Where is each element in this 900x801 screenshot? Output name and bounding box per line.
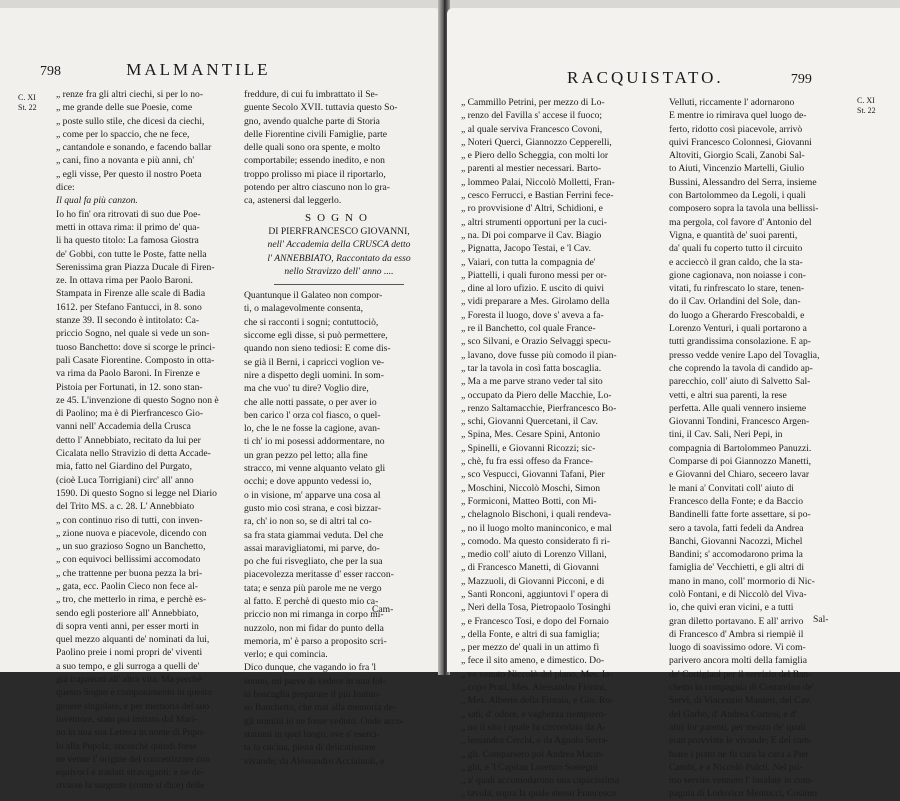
text-line: „ Cammillo Petrini, per mezzo di Lo- — [461, 97, 605, 108]
text-line: biare i piatti ne fu cura la cura a Pier — [669, 748, 809, 760]
text-line: E mentre io rimirava quel luogo de- — [669, 110, 807, 122]
text-line: „ ro provvisione d' Altri, Schidioni, e — [461, 203, 603, 215]
text-line: „ lommeo Palai, Niccolò Molletti, Fran- — [461, 176, 615, 188]
text-line: gran diletto portavano. E all' arrivo — [669, 615, 804, 627]
text-line: Bussini, Alessandro del Serra, insieme — [669, 176, 817, 188]
left-page-right-column — [244, 88, 434, 768]
text-line: Bandinelli fatte forte assettare, si po- — [669, 509, 811, 521]
text-line: gli uomini io ne fosse veduto. Onde acco- — [244, 715, 405, 727]
text-line: Il qual fa più canzon. — [56, 195, 138, 207]
text-line: ca, astenersi dal leggerlo. — [244, 195, 342, 207]
sogno-text — [244, 289, 434, 768]
text-line: gno, avendo qualche parte di Storia — [244, 115, 380, 127]
text-line: „ Mes. Alberto della Fioraia, e Gio. Ro- — [461, 695, 614, 707]
text-line: „ tro, che metterlo in rima, e perchè es- — [56, 594, 207, 606]
text-line: „ sati, d' odore, e vaghezza riempiero- — [461, 708, 607, 720]
text-line: „ renzo Saltamacchie, Pierfrancesco Bo- — [461, 402, 617, 414]
text-line: assai maravigliatomi, mi parve, do- — [244, 542, 380, 554]
sogno-byline: DI PIERFRANCESCO GIOVANNI, — [268, 225, 410, 237]
text-line: eran provviste le vivande; E del cam- — [669, 735, 813, 747]
text-line: „ sco Silvani, e Orazio Selvaggi specu- — [461, 336, 611, 348]
right-page-header — [567, 68, 812, 88]
text-line: do il Cav. Orlandini del Sole, dan- — [669, 296, 801, 308]
text-line: „ re il Banchetto, col quale France- — [461, 323, 596, 335]
text-line: „ cantandole e sonando, e facendo ballar — [56, 142, 212, 154]
text-line: del Garbo, d' Andrea Cortesi, e d' — [669, 708, 797, 720]
text-line: nuzzolo, non mi fidar do punto della — [244, 622, 384, 634]
text-line: memoria, m' è parso a proposito scri- — [244, 635, 387, 647]
text-line: pagnia di Lodovico Mentucci, Cosimo — [669, 788, 817, 800]
text-line: questo Sogno e componimento in questo — [56, 687, 212, 699]
text-line: „ zione nuova e piacevole, dicendo con — [56, 527, 207, 539]
text-line: „ chelagnolo Bischoni, i quali rendeva- — [461, 509, 612, 521]
text-line: occhi; e dove appunto vedessi io, — [244, 476, 372, 488]
text-line: „ lessandro Cerchi, e da Agnolo Serra- — [461, 735, 609, 747]
text-line: del Trito MS. a c. 28. L' Annebbiato — [56, 501, 195, 513]
text-line: ta boscaglia preparare il più fontuo- — [244, 689, 382, 701]
text-line: „ comodo. Ma questo considerato fi ri- — [461, 535, 610, 547]
text-line: sendo egli posteriore all' Annebbiato, — [56, 607, 199, 619]
right-page-left-column — [461, 96, 661, 801]
left-page — [0, 8, 441, 792]
text-line: ne venne l' origine del concettizzare con — [56, 753, 211, 765]
text-line: ta la cucina, piena di delicatissime — [244, 742, 376, 754]
left-page-header — [40, 60, 271, 80]
text-line: ferto, ridotto così piacevole, arrivò — [669, 123, 803, 135]
margin-note — [857, 96, 876, 116]
text-line: sero a tavola, fatti fedeli da Andrea — [669, 522, 804, 534]
text-line: ze 45. L'invenzione di questo Sogno non è — [56, 394, 219, 406]
text-line: 1590. Di questo Sogno si legge nel Diario — [56, 487, 217, 499]
text-line: Banchi, Giovanni Nacozzi, Michel — [669, 535, 803, 547]
text-line: e accieccò il gran caldo, che la sta- — [669, 256, 803, 268]
text-line: „ per mezzo de' quali in un attimo fi — [461, 642, 600, 654]
text-line: statomi in quel luogo, ove s' eserci- — [244, 728, 380, 740]
text-line: delle Fiorentine civili Famiglie, parte — [244, 128, 388, 140]
text-line: „ ve venuto Niccolò del piano, Mes. Ia- — [461, 668, 613, 680]
text-line: perfetta. Alle quali vennero insieme — [669, 402, 807, 414]
text-line: „ no il luogo molto maninconico, e mal — [461, 522, 612, 534]
text-line: „ dine al loro ufizio. E uscito di quivi — [461, 283, 605, 295]
text-line: „ Piattelli, i quali furono messi per or- — [461, 269, 607, 281]
text-line: al fatto. E perchè di questo mio ca- — [244, 595, 379, 607]
text-line: ti, o malagevolmente consenta, — [244, 303, 364, 315]
text-line: „ Ma a me parve strano veder tal sito — [461, 376, 603, 388]
text-line: „ tar la tavola in così fatta boscaglia. — [461, 362, 602, 374]
text-line: metti in ottava rima: il primo de' qua- — [56, 221, 200, 233]
text-line: detto l' Annebbiato, recitato da lui per — [56, 434, 201, 446]
catchword: Cam- — [372, 604, 394, 615]
text-line: già trapassati all' altra vita. Ma perchè — [56, 674, 202, 686]
running-head: RACQUISTATO. — [567, 68, 724, 87]
text-line: 1612. per Stefano Fantucci, in 8. sono — [56, 301, 202, 313]
text-line: „ e Piero dello Scheggia, con molti lor — [461, 150, 609, 162]
text-line: „ che trattenne per buona pezza la bri- — [56, 567, 203, 579]
text-line: Dico dunque, che vagando io fra 'l — [244, 662, 376, 674]
running-head: MALMANTILE — [126, 60, 271, 79]
text-line: „ di Francesco Manetti, di Giovanni — [461, 562, 600, 574]
text-line: con Bartolommeo da Legoli, i quali — [669, 190, 806, 202]
text-line: Cambi, e a Niccolò Pulcti. Nel pri- — [669, 761, 803, 773]
text-line: „ Noteri Querci, Giannozzo Cepperelli, — [461, 136, 612, 148]
text-line: „ Neri della Tosa, Pietropaolo Tosinghi — [461, 602, 611, 614]
text-line: lo, che le ne fosse la cagione, avan- — [244, 423, 381, 435]
text-line: li ha questo titolo: La famosa Giostra — [56, 235, 199, 247]
text-line: troppo prolisso mi piace il riportarlo, — [244, 168, 386, 180]
text-line: colò Fontani, e di Niccolò del Viva- — [669, 588, 807, 600]
text-line: Pistoia per Fortunati, in 12. sono stan- — [56, 381, 203, 393]
text-line: nire a dispetto degli uomini. In som- — [244, 369, 384, 381]
text-line: o in visione, m' apparve una cosa al — [244, 489, 381, 501]
text-line: equivoci e traslati stravaganti: e ne de- — [56, 767, 205, 779]
text-line: Servi, di Vincenzio Manieri, del Cav. — [669, 695, 812, 707]
margin-label: St. 22 — [18, 103, 37, 112]
text-line: lo alla Pupola; ancorchè quindi forse — [56, 740, 197, 752]
title-rule — [274, 284, 404, 285]
text-line: rivasse la sorgente (come si dice) delle — [56, 780, 205, 792]
text-line: comportabile; essendo inedito, e non — [244, 155, 385, 167]
page-number: 798 — [40, 64, 61, 79]
text-line: „ e Francesco Tosi, e dopo del Fornaio — [461, 615, 609, 627]
text-line: Comparse di poi Giannozzo Manetti, — [669, 456, 812, 468]
text-line: piacevolezza meritasse d' esser raccon- — [244, 569, 394, 581]
text-line: „ Formiconi, Matteo Botti, con Mi- — [461, 495, 597, 507]
text-line: ma che vuo' tu dire? Voglio dire, — [244, 383, 369, 395]
text-line: „ con continuo riso di tutti, con inven- — [56, 514, 203, 526]
text-line: priccio non mi rimanga in corpo mi- — [244, 609, 384, 621]
text-line: no in una sua Lettera in nome di Pupo- — [56, 727, 206, 739]
text-line: di sopra venti anni, per esser morti in — [56, 620, 199, 632]
text-line: potendo per altro ciascuno non lo gra- — [244, 182, 390, 194]
text-line: „ Foresta il luogo, dove s' aveva a fa- — [461, 309, 604, 321]
text-line: „ cani, fino a novanta e più anni, ch' — [56, 155, 195, 167]
intro-text — [244, 88, 434, 208]
text-line: Altoviti, Giorgio Scali, Zanobi Sal- — [669, 150, 805, 162]
text-line: mia, fatto nel Giardino del Purgato, — [56, 461, 192, 473]
text-line: siccome egli disse, si può permettere, — [244, 330, 388, 342]
text-line: verlo; e qui comincia. — [244, 649, 328, 661]
text-line: luogo di soavissimo odore. Vi com- — [669, 642, 806, 654]
text-line: famiglia de' Vecchietti, e gli altri di — [669, 562, 805, 574]
text-line: Vigna, e quantità de' suoi parenti, — [669, 229, 798, 241]
text-line: „ a' quali accomodarono una capacissima — [461, 775, 620, 787]
text-line: „ medio coll' aiuto di Lorenzo Villani, — [461, 549, 607, 561]
text-line: „ poste sullo stile, che dicesi da ciechi, — [56, 115, 205, 127]
text-line: „ occupato da Piero delle Macchie, Lo- — [461, 389, 612, 401]
text-line: „ ghi, e 'l Capitan Lorenzo Sostegni — [461, 761, 598, 773]
text-line: „ Santi Ronconi, aggiuntovi l' opera di — [461, 588, 609, 600]
text-line: presso vedde venire Lapo del Tovaglia, — [669, 349, 820, 361]
text-line: se già il Berni, i capricci voglion ve- — [244, 356, 385, 368]
text-line: „ Spina, Mes. Cesare Spini, Antonio — [461, 429, 601, 441]
text-line: Quantunque il Galateo non compor- — [244, 290, 383, 302]
text-line: „ Pignatta, Jacopo Testai, e 'l Cav. — [461, 243, 592, 255]
text-line: Giovanni Tondini, Francesco Argen- — [669, 416, 810, 428]
text-line: tuoso Banchetto: dove si scorge le princi- — [56, 341, 216, 353]
text-line: „ renze fra gli altri ciechi, si per lo no- — [56, 89, 204, 100]
text-line: „ con equivoci bellissimi accomodato — [56, 554, 201, 566]
text-line: „ un suo grazioso Sogno un Banchetto, — [56, 541, 206, 553]
text-line: „ gli. Comparsero poi Andrea Macin- — [461, 748, 605, 760]
margin-note — [18, 93, 37, 113]
text-line: quel mezzo alquanti de' nominati da lui, — [56, 634, 210, 646]
text-line: parecchio, coll' aiuto di Salvetto Sal- — [669, 376, 811, 388]
text-line: mano in mano, coll' mormorio di Nic- — [669, 575, 815, 587]
text-line: Bandini; s' accomodarono prima la — [669, 549, 803, 561]
sogno-subtitle — [244, 238, 434, 278]
text-line: io, che quivi eran vicini, e a tutti — [669, 602, 794, 614]
text-line: „ egli visse, Per questo il nostro Poeta — [56, 168, 202, 180]
text-line: „ renzo del Favilla s' accese il fuoco; — [461, 110, 603, 122]
text-line: ben carico l' orza col fiasco, o quel- — [244, 409, 381, 421]
sogno-title-block — [244, 212, 434, 285]
margin-label: C. XI — [18, 93, 36, 102]
text-line: „ parenti al mestier necessari. Barto- — [461, 163, 602, 175]
text-line: „ Mazzuoli, di Giovanni Picconi, e di — [461, 575, 605, 587]
text-line: vetti, e altri sua parenti, la rese — [669, 389, 787, 401]
text-line: delle quali sono ora spente, e molto — [244, 142, 381, 154]
text-line: pali Casate Fiorentine. Composto in otta- — [56, 354, 215, 366]
text-line: vitati, fu rinfrescato lo stare, tenen- — [669, 283, 805, 295]
text-line: di Francesco d' Ambra si riempiè il — [669, 628, 804, 640]
text-line: Paolino preie i nomi propri de' viventi — [56, 647, 203, 659]
page-number: 799 — [790, 72, 812, 87]
text-line: genere singolare, e per memoria del suo — [56, 700, 210, 712]
text-line: e Giovanni del Chiaro, seceero lavar — [669, 469, 810, 481]
text-line: „ tavola, sopra la quale stesso Francesco — [461, 788, 616, 800]
text-line: „ altri strumenti opportuni per la cuci- — [461, 216, 607, 228]
text-line: so Banchetto, che mai alla memoria de- — [244, 702, 397, 714]
text-line: a suo tempo, e gli surroga a quelli de' — [56, 660, 200, 672]
text-line: stracco, mi venne alquanto velato gli — [244, 463, 386, 475]
text-line: dice: — [56, 182, 75, 194]
text-line: che alle notti passate, o per aver io — [244, 396, 377, 408]
text-line: „ della Fonte, e altri di sua famiglia; — [461, 628, 600, 640]
margin-label: St. 22 — [857, 106, 876, 115]
text-line: Serenissima gran Piazza Ducale di Firen- — [56, 261, 215, 273]
text-line: gione cagionava, non noiasse i con- — [669, 269, 806, 281]
text-line: parivero ancora molti della famiglia — [669, 655, 807, 667]
text-line: do luogo a Gherardo Frescobaldi, e — [669, 309, 805, 321]
sogno-title: SOGNO — [305, 211, 373, 224]
text-line: „ na. Di poi comparve il Cav. Biagio — [461, 229, 602, 241]
text-line: de' Gobbi, con tutte le Poste, fatte nella — [56, 248, 207, 260]
text-line: quando non sieno tediosi: E come dis- — [244, 343, 391, 355]
text-line: inventore, stato poi imitato dal Mari- — [56, 713, 198, 725]
text-line: ze. In ottava rima per Paolo Baroni. — [56, 275, 193, 287]
text-line: un gran pezzo pel letto; alla fine — [244, 449, 368, 461]
text-line: „ come per lo spaccio, che ne fece, — [56, 128, 190, 140]
text-line: tutti grandissima consolazione. E ap- — [669, 336, 812, 348]
subtitle-line: l' ANNEBBIATO, Raccontato da esso — [267, 252, 411, 264]
text-line: tini, il Cav. Sali, Neri Pepi, in — [669, 429, 783, 441]
text-line: po che fui risvegliato, che per la sua — [244, 556, 383, 568]
margin-label: C. XI — [857, 96, 875, 105]
text-line: quivi Francesco Colonnesi, Giovanni — [669, 136, 812, 148]
text-line: „ lavano, dove fusse più comodo il pian- — [461, 349, 617, 361]
text-line: (cioè Luca Torrigiani) circ' all' anno — [56, 474, 194, 486]
text-line: „ fece il sito ameno, e dimestico. Do- — [461, 655, 605, 667]
text-line: altri lor parenti, per mezzo de' quali — [669, 721, 806, 733]
text-line: Io ho fin' ora ritrovati di suo due Poe- — [56, 208, 201, 220]
text-line: „ sco Vespucci, Giovanni Tafani, Pier — [461, 469, 605, 481]
right-page — [447, 8, 900, 800]
text-line: de' Cortigiani per il servizio del Ban- — [669, 668, 812, 680]
text-line: Francesco della Fonte; e da Baccio — [669, 495, 803, 507]
text-line: „ al quale serviva Francesco Covoni, — [461, 123, 603, 135]
text-line: vivande; da Alessandro Acciaiuoli, e — [244, 755, 385, 767]
text-line: ma pergola, col favore d' Antonio del — [669, 216, 812, 228]
text-line: „ vidi preparare a Mes. Girolamo della — [461, 296, 610, 308]
text-line: Stampata in Firenze alle scale di Badia — [56, 288, 206, 300]
text-line: Lorenzo Venturi, i quali portarono a — [669, 323, 807, 335]
text-line: „ chè, fu fra essi offeso da France- — [461, 456, 593, 468]
text-line: to Aiuti, Vincenzio Martelli, Giulio — [669, 163, 805, 175]
text-line: da' quali fu coperto tutto il circuito — [669, 243, 803, 255]
text-line: freddure, di cui fu imbrattato il Se- — [244, 89, 379, 100]
text-line: composero sopra la tavola una bellissi- — [669, 203, 819, 215]
text-line: „ copo Prati, Mes. Alessandro Fiorini, — [461, 682, 607, 694]
text-line: „ gata, ecc. Paolin Cieco non fece al- — [56, 580, 198, 592]
text-line: sonno, mi parve di vedere in una fol- — [244, 675, 386, 687]
text-line: priccio Sogno, nel quale si vede un son- — [56, 328, 210, 340]
text-line: le mani a' Convitati coll' aiuto di — [669, 482, 794, 494]
text-line: Cicalata nello Stravizio di detta Accade- — [56, 448, 211, 460]
text-line: chetto in compagnia di Costantino de' — [669, 682, 814, 694]
text-line: „ cesco Ferrucci, e Bastian Ferrini fece- — [461, 190, 614, 202]
subtitle-line: nell' Accademia della CRUSCA detto — [267, 239, 411, 251]
text-line: vanni nell' Accademia della Crusca — [56, 421, 191, 433]
text-line: compagnia di Bartolommeo Panuzzi. — [669, 442, 812, 454]
left-page-left-column — [56, 88, 236, 793]
text-line: guente Secolo XVII. tuttavia questo So- — [244, 102, 398, 114]
text-line: mo servito vennero l' insalate in com- — [669, 775, 814, 787]
subtitle-line: nello Stravizzo dell' anno .... — [284, 265, 394, 277]
text-line: „ Vaiari, con tutta la compagnia de' — [461, 256, 596, 268]
text-line: „ schi, Giovanni Quercetani, il Cav. — [461, 416, 598, 428]
text-line: Velluti, riccamente l' adornarono — [669, 97, 795, 108]
text-line: va rima da Paolo Baroni. In Firenze e — [56, 368, 200, 380]
text-line: tata; e senza più parole me ne vergo — [244, 582, 382, 594]
text-line: ra, ch' io non so, se di altri tal co- — [244, 516, 372, 528]
catchword: Sal- — [813, 614, 829, 625]
text-line: „ Spinelli, e Giovanni Ricozzi; sic- — [461, 442, 596, 454]
text-line: ti ch' io mi posessi addormentare, no — [244, 436, 385, 448]
right-page-right-column — [669, 96, 857, 801]
text-line: „ no il sito i quale fu circondato da A- — [461, 721, 607, 733]
text-line: „ Moschini, Niccolò Moschi, Simon — [461, 482, 601, 494]
text-line: stanze 39. Il secondo è intitolato: Ca- — [56, 315, 200, 327]
text-line: che si racconti i sogni; contuttociò, — [244, 316, 379, 328]
text-line: sa fra stata giammai veduta. Del che — [244, 529, 384, 541]
text-line: gusto mio così strana, e così bizzar- — [244, 502, 382, 514]
text-line: „ me grande delle sue Poesie, come — [56, 102, 193, 114]
text-line: che coprendo la tavola di candido ap- — [669, 362, 813, 374]
text-line: di Paolino; ma è di Pierfrancesco Gio- — [56, 408, 204, 420]
